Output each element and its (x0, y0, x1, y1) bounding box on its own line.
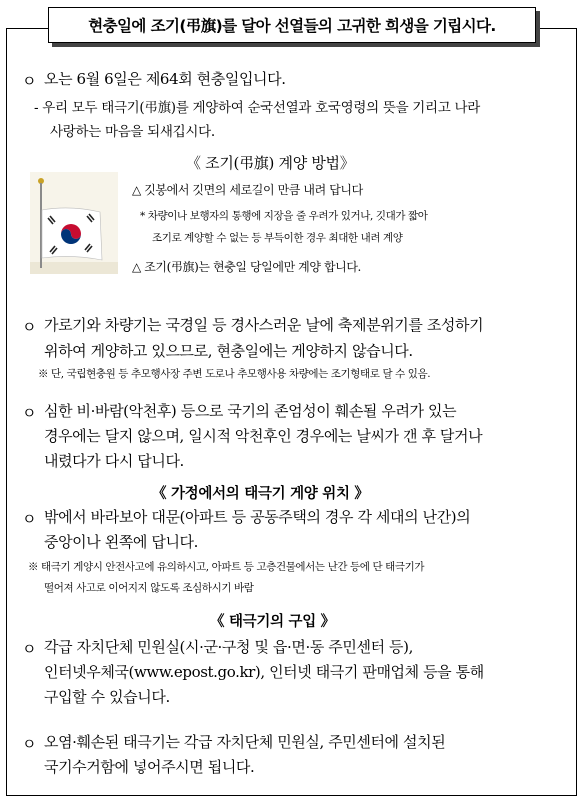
bullet-icon: ㅇ (22, 404, 37, 422)
notice2-line-3: 내렸다가 다시 답니다. (44, 452, 184, 470)
purchase-line-4: 오염·훼손된 태극기는 각급 자치단체 민원실, 주민센터에 설치된 (44, 733, 446, 751)
intro-line: 오는 6월 6일은 제64회 현충일입니다. (44, 70, 286, 88)
method-heading: 《 조기(弔旗) 계양 방법》 (186, 154, 355, 172)
position-heading: 《 가정에서의 태극기 게양 위치 》 (152, 486, 369, 502)
notice1-line-2: 위하여 게양하고 있으므로, 현충일에는 게양하지 않습니다. (44, 342, 413, 360)
half-mast-flag-icon (30, 172, 118, 274)
position-line-1: 밖에서 바라보아 대문(아파트 등 공동주택의 경우 각 세대의 난간)의 (44, 508, 471, 526)
bullet-icon: ㅇ (22, 735, 37, 753)
bullet-icon: ㅇ (22, 510, 37, 528)
intro-sub-1: - 우리 모두 태극기(弔旗)를 게양하여 순국선열과 호국영령의 뜻을 기리고 나라 (34, 100, 481, 116)
method-note-1b: 조기로 계양할 수 없는 등 부득이한 경우 최대한 내려 계양 (152, 232, 403, 244)
method-item-1: △ 깃봉에서 깃면의 세로길이 만큼 내려 답니다 (132, 183, 363, 197)
method-item-2: △ 조기(弔旗)는 현충일 당일에만 계양 합니다. (132, 260, 361, 274)
notice1-note: ※ 단, 국립현충원 등 추모행사장 주변 도로나 추모행사용 차량에는 조기형태로 달 수 있음. (38, 368, 431, 380)
bullet-icon: ㅇ (22, 72, 37, 90)
purchase-line-2: 인터넷우체국(www.epost.go.kr), 인터넷 태극기 판매업체 등을 통해 (44, 663, 484, 681)
purchase-heading: 《 태극기의 구입 》 (210, 614, 335, 630)
position-note-1: ※ 태극기 게양시 안전사고에 유의하시고, 아파트 등 고층건물에서는 난간 등에 단 태극기가 (28, 561, 425, 573)
notice2-line-1: 심한 비·바람(악천후) 등으로 국기의 존엄성이 훼손될 우려가 있는 (44, 402, 457, 420)
purchase-line-5: 국기수거함에 넣어주시면 됩니다. (44, 758, 255, 776)
method-note-1a: * 차량이나 보행자의 통행에 지장을 줄 우려가 있거나, 깃대가 짧아 (140, 210, 428, 222)
purchase-line-3: 구입할 수 있습니다. (44, 688, 170, 706)
notice1-line-1: 가로기와 차량기는 국경일 등 경사스러운 날에 축제분위기를 조성하기 (44, 316, 484, 334)
intro-sub-2: 사랑하는 마음을 되새깁시다. (50, 124, 215, 140)
purchase-line-1: 각급 자치단체 민원실(시·군·구청 및 읍·면·동 주민센터 등), (44, 638, 413, 656)
banner-title: 현충일에 조기(弔旗)를 달아 선열들의 고귀한 희생을 기립시다. (48, 7, 536, 43)
position-note-2: 떨어져 사고로 이어지지 않도록 조심하시기 바람 (44, 582, 254, 594)
notice2-line-2: 경우에는 달지 않으며, 일시적 악천후인 경우에는 날씨가 갠 후 달거나 (44, 427, 483, 445)
bullet-icon: ㅇ (22, 640, 37, 658)
position-line-2: 중앙이나 왼쪽에 답니다. (44, 533, 199, 551)
bullet-icon: ㅇ (22, 318, 37, 336)
